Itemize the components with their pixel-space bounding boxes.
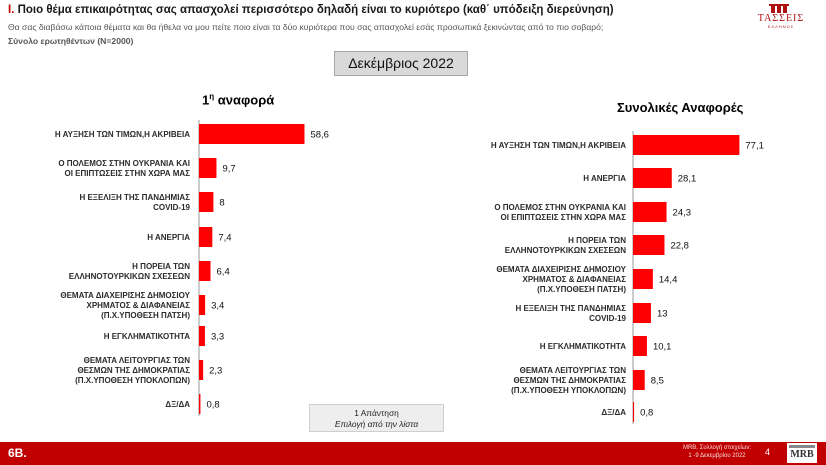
right-category-label-3: Ο ΠΟΛΕΜΟΣ ΣΤΗΝ ΟΥΚΡΑΝΙΑ ΚΑΙ ΟΙ ΕΠΙΠΤΩΣΕΙΣ ΣΤΗΝ ΧΩΡΑ ΜΑΣ (494, 203, 626, 222)
left-bar-1 (199, 124, 304, 144)
left-value-label-9: 0,8 (206, 399, 220, 411)
right-chart-title: Συνολικές Αναφορές (617, 100, 744, 115)
left-category-label-1: Η ΑΥΞΗΣΗ ΤΩΝ ΤΙΜΩΝ,Η ΑΚΡΙΒΕΙΑ (54, 130, 190, 139)
left-category-label-9: ΔΞ/ΔΑ (165, 400, 190, 409)
left-category-label-7: Η ΕΓΚΛΗΜΑΤΙΚΟΤΗΤΑ (103, 332, 190, 341)
left-bar-5 (199, 261, 211, 281)
left-value-label-2: 9,7 (222, 163, 236, 175)
left-category-label-4: Η ΑΝΕΡΓΙΑ (147, 233, 190, 242)
right-category-label-2: Η ΑΝΕΡΓΙΑ (583, 174, 626, 183)
left-value-label-3: 8 (219, 197, 225, 209)
left-value-label-4: 7,4 (218, 232, 232, 244)
question-subtitle: Θα σας διαβάσω κάποια θέματα και θα ήθελα να μου πείτε ποιο είναι τα δύο κυριότερα που σας απασχολεί εσάς προσωπικά ξεκινώντας από το πιο σοβαρό; (8, 22, 604, 32)
left-chart-title-rest: αναφορά (214, 92, 275, 108)
title-number: I. (8, 4, 15, 16)
left-category-label-6: ΘΕΜΑΤΑ ΔΙΑΧΕΙΡΙΣΗΣ ΔΗΜΟΣΙΟΥ ΧΡΗΜΑΤΟΣ & ΔΙΑΦΑΝΕΙΑΣ (Π.Χ.ΥΠΟΘΕΣΗ ΠΑΤΣΗ) (60, 291, 190, 320)
right-bar-6 (633, 303, 651, 323)
left-value-label-5: 6,4 (216, 266, 230, 278)
right-value-label-5: 14,4 (658, 274, 678, 286)
mrb-logo (787, 443, 817, 463)
left-category-label-5: Η ΠΟΡΕΙΑ ΤΩΝ ΕΛΛΗΝΟΤΟΥΡΚΙΚΩΝ ΣΧΕΣΕΩΝ (68, 262, 190, 281)
left-bar-2 (199, 158, 216, 178)
left-chart-title-main: 1 (202, 92, 210, 108)
right-value-label-9: 0,8 (640, 407, 654, 419)
slide-code: 6Β. (8, 446, 27, 460)
right-value-label-3: 24,3 (672, 207, 692, 219)
left-bar-4 (199, 227, 212, 247)
right-bar-3 (633, 202, 667, 222)
right-category-label-6: Η ΕΞΕΛΙΞΗ ΤΗΣ ΠΑΝΔΗΜΙΑΣ COVID-19 (515, 304, 626, 323)
right-bar-4 (633, 235, 664, 255)
right-bar-8 (633, 370, 645, 390)
left-bar-7 (199, 326, 205, 346)
mrb-logo-stripe-icon (789, 445, 815, 448)
right-bar-5 (633, 269, 653, 289)
page-number: 4 (765, 447, 771, 457)
right-bar-9 (633, 402, 634, 422)
left-category-label-3: Η ΕΞΕΛΙΞΗ ΤΗΣ ΠΑΝΔΗΜΙΑΣ COVID-19 (79, 193, 190, 212)
tass-logo-word: ΤΑΣΣΕΙΣ (757, 13, 805, 24)
right-value-label-7: 10,1 (652, 341, 672, 353)
right-category-label-8: ΘΕΜΑΤΑ ΛΕΙΤΟΥΡΓΙΑΣ ΤΩΝ ΘΕΣΜΩΝ ΤΗΣ ΔΗΜΟΚΡΑΤΙΑΣ (Π.Χ.ΥΠΟΘΕΣΗ ΥΠΟΚΛΟΠΩΝ) (511, 366, 626, 395)
right-value-label-8: 8,5 (650, 375, 664, 387)
right-category-label-4: Η ΠΟΡΕΙΑ ΤΩΝ ΕΛΛΗΝΟΤΟΥΡΚΙΚΩΝ ΣΧΕΣΕΩΝ (504, 236, 626, 255)
mrb-logo-word: MRB (790, 449, 814, 460)
right-bar-1 (633, 135, 739, 155)
left-category-label-8: ΘΕΜΑΤΑ ΛΕΙΤΟΥΡΓΙΑΣ ΤΩΝ ΘΕΣΜΩΝ ΤΗΣ ΔΗΜΟΚΡΑΤΙΑΣ (Π.Χ.ΥΠΟΘΕΣΗ ΥΠΟΚΛΟΠΩΝ) (75, 356, 190, 385)
footer-credit (672, 444, 762, 460)
right-value-label-6: 13 (656, 308, 668, 320)
left-value-label-6: 3,4 (211, 300, 225, 312)
note-line-2: Επιλογή από την λίστα (334, 419, 419, 429)
sample-size: Σύνολο ερωτηθέντων (N=2000) (8, 36, 134, 46)
note-box (309, 404, 444, 432)
left-category-label-2: Ο ΠΟΛΕΜΟΣ ΣΤΗΝ ΟΥΚΡΑΝΙΑ ΚΑΙ ΟΙ ΕΠΙΠΤΩΣΕΙΣ ΣΤΗΝ ΧΩΡΑ ΜΑΣ (58, 159, 190, 178)
right-category-label-7: Η ΕΓΚΛΗΜΑΤΙΚΟΤΗΤΑ (539, 342, 626, 351)
left-chart-title-sup: η (209, 92, 215, 101)
tass-logo-sub: ΕΛΛΗΝΟΣ (767, 24, 795, 29)
left-value-label-1: 58,6 (310, 129, 329, 141)
title-text: Ποιο θέμα επικαιρότητας σας απασχολεί περισσότερο δηλαδή είναι το κυριότερο (καθ΄ υπόδειξη διερεύνηση) (17, 4, 614, 16)
right-category-label-9: ΔΞ/ΔΑ (601, 408, 626, 417)
right-value-label-1: 77,1 (745, 140, 764, 152)
left-value-label-8: 2,3 (209, 365, 223, 377)
right-value-label-2: 28,1 (677, 173, 697, 185)
left-bar-3 (199, 192, 213, 212)
right-category-label-5: ΘΕΜΑΤΑ ΔΙΑΧΕΙΡΙΣΗΣ ΔΗΜΟΣΙΟΥ ΧΡΗΜΑΤΟΣ & ΔΙΑΦΑΝΕΙΑΣ (Π.Χ.ΥΠΟΘΕΣΗ ΠΑΤΣΗ) (496, 265, 626, 294)
left-value-label-7: 3,3 (210, 331, 225, 343)
left-bar-8 (199, 360, 203, 380)
footer-credit-line-2: 1 -9 Δεκεμβρίου 2022 (688, 453, 746, 459)
right-value-label-4: 22,8 (670, 240, 689, 252)
left-bar-9 (199, 394, 200, 414)
footer-credit-line-1: MRB, Συλλογή στοιχείων: (682, 445, 752, 451)
left-bar-6 (199, 295, 205, 315)
right-bar-7 (633, 336, 647, 356)
right-category-label-1: Η ΑΥΞΗΣΗ ΤΩΝ ΤΙΜΩΝ,Η ΑΚΡΙΒΕΙΑ (490, 141, 626, 150)
right-bar-2 (633, 168, 672, 188)
note-line-1: 1 Απάντηση (354, 408, 399, 418)
period-box: Δεκέμβριος 2022 (334, 51, 468, 76)
